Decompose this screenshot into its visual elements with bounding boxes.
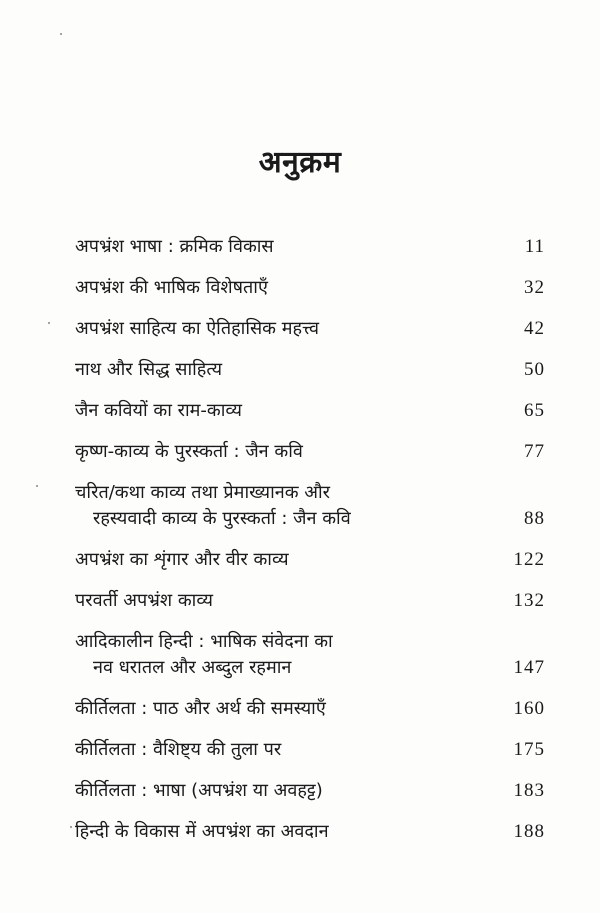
toc-entry-page-number: 147 [513,657,545,678]
toc-entry-title-line1: चरित/कथा काव्य तथा प्रेमाख्यानक और [75,482,331,503]
page-title: अनुक्रम [258,145,342,180]
toc-entry-page-number: 88 [524,508,545,529]
toc-entry [75,277,545,299]
toc-entry-page-number: 11 [524,236,545,257]
toc-entry-page-number: 42 [524,318,545,339]
table-of-contents [75,236,545,862]
toc-entry [75,821,545,843]
scan-speck [48,322,50,324]
toc-entry-page-number: 175 [513,739,545,760]
toc-entry-page-number: 50 [524,359,545,380]
toc-entry [75,631,545,679]
toc-entry [75,441,545,463]
toc-entry-title-line1: हिन्दी के विकास में अपभ्रंश का अवदान [75,821,329,842]
toc-entry-title [75,359,505,381]
toc-entry-title [75,590,505,612]
toc-entry-title-line2: नव धरातल और अब्दुल रहमान [93,657,292,678]
toc-entry-title [75,482,505,530]
toc-entry [75,739,545,761]
scan-speck [60,33,62,35]
toc-entry-title [75,318,505,340]
toc-entry-title [75,277,505,299]
toc-entry-title-line1: कीर्तिलता : भाषा (अपभ्रंश या अवहट्ट) [75,780,323,801]
toc-entry-title [75,441,505,463]
toc-entry-title [75,549,505,571]
toc-entry-page-number: 188 [513,821,545,842]
toc-entry-title [75,236,505,258]
toc-entry [75,236,545,258]
toc-entry-title [75,821,505,843]
toc-entry-title-line1: आदिकालीन हिन्दी : भाषिक संवेदना का [75,631,333,652]
toc-entry-page-number: 160 [513,698,545,719]
toc-entry [75,549,545,571]
toc-entry-title-line1: अपभ्रंश साहित्य का ऐतिहासिक महत्त्व [75,318,319,339]
toc-entry-title [75,739,505,761]
toc-entry-title [75,631,505,679]
toc-entry [75,318,545,340]
toc-entry-title [75,780,505,802]
toc-entry [75,400,545,422]
toc-entry-page-number: 132 [513,590,545,611]
toc-entry [75,590,545,612]
toc-entry-page-number: 183 [513,780,545,801]
toc-entry-title-line1: अपभ्रंश का शृंगार और वीर काव्य [75,549,289,570]
toc-entry-title [75,400,505,422]
toc-entry [75,359,545,381]
scan-speck [70,826,72,828]
toc-entry-page-number: 32 [524,277,545,298]
toc-entry-title-line1: अपभ्रंश की भाषिक विशेषताएँ [75,277,268,298]
toc-entry-title-line1: कीर्तिलता : वैशिष्ट्य की तुला पर [75,739,282,760]
toc-entry-title [75,698,505,720]
toc-entry-title-line2: रहस्यवादी काव्य के पुरस्कर्ता : जैन कवि [93,508,351,529]
toc-entry-title-line1: जैन कवियों का राम-काव्य [75,400,242,421]
scan-speck [36,485,38,487]
toc-entry-page-number: 77 [524,441,545,462]
toc-entry-title-line1: कीर्तिलता : पाठ और अर्थ की समस्याएँ [75,698,326,719]
toc-entry-title-line1: परवर्ती अपभ्रंश काव्य [75,590,213,611]
toc-entry [75,482,545,530]
toc-entry-title-line1: कृष्ण-काव्य के पुरस्कर्ता : जैन कवि [75,441,303,462]
toc-entry [75,698,545,720]
toc-entry-page-number: 122 [513,549,545,570]
toc-entry-title-line1: नाथ और सिद्ध साहित्य [75,359,223,380]
toc-entry-title-line1: अपभ्रंश भाषा : क्रमिक विकास [75,236,274,257]
toc-entry-page-number: 65 [524,400,545,421]
toc-entry [75,780,545,802]
